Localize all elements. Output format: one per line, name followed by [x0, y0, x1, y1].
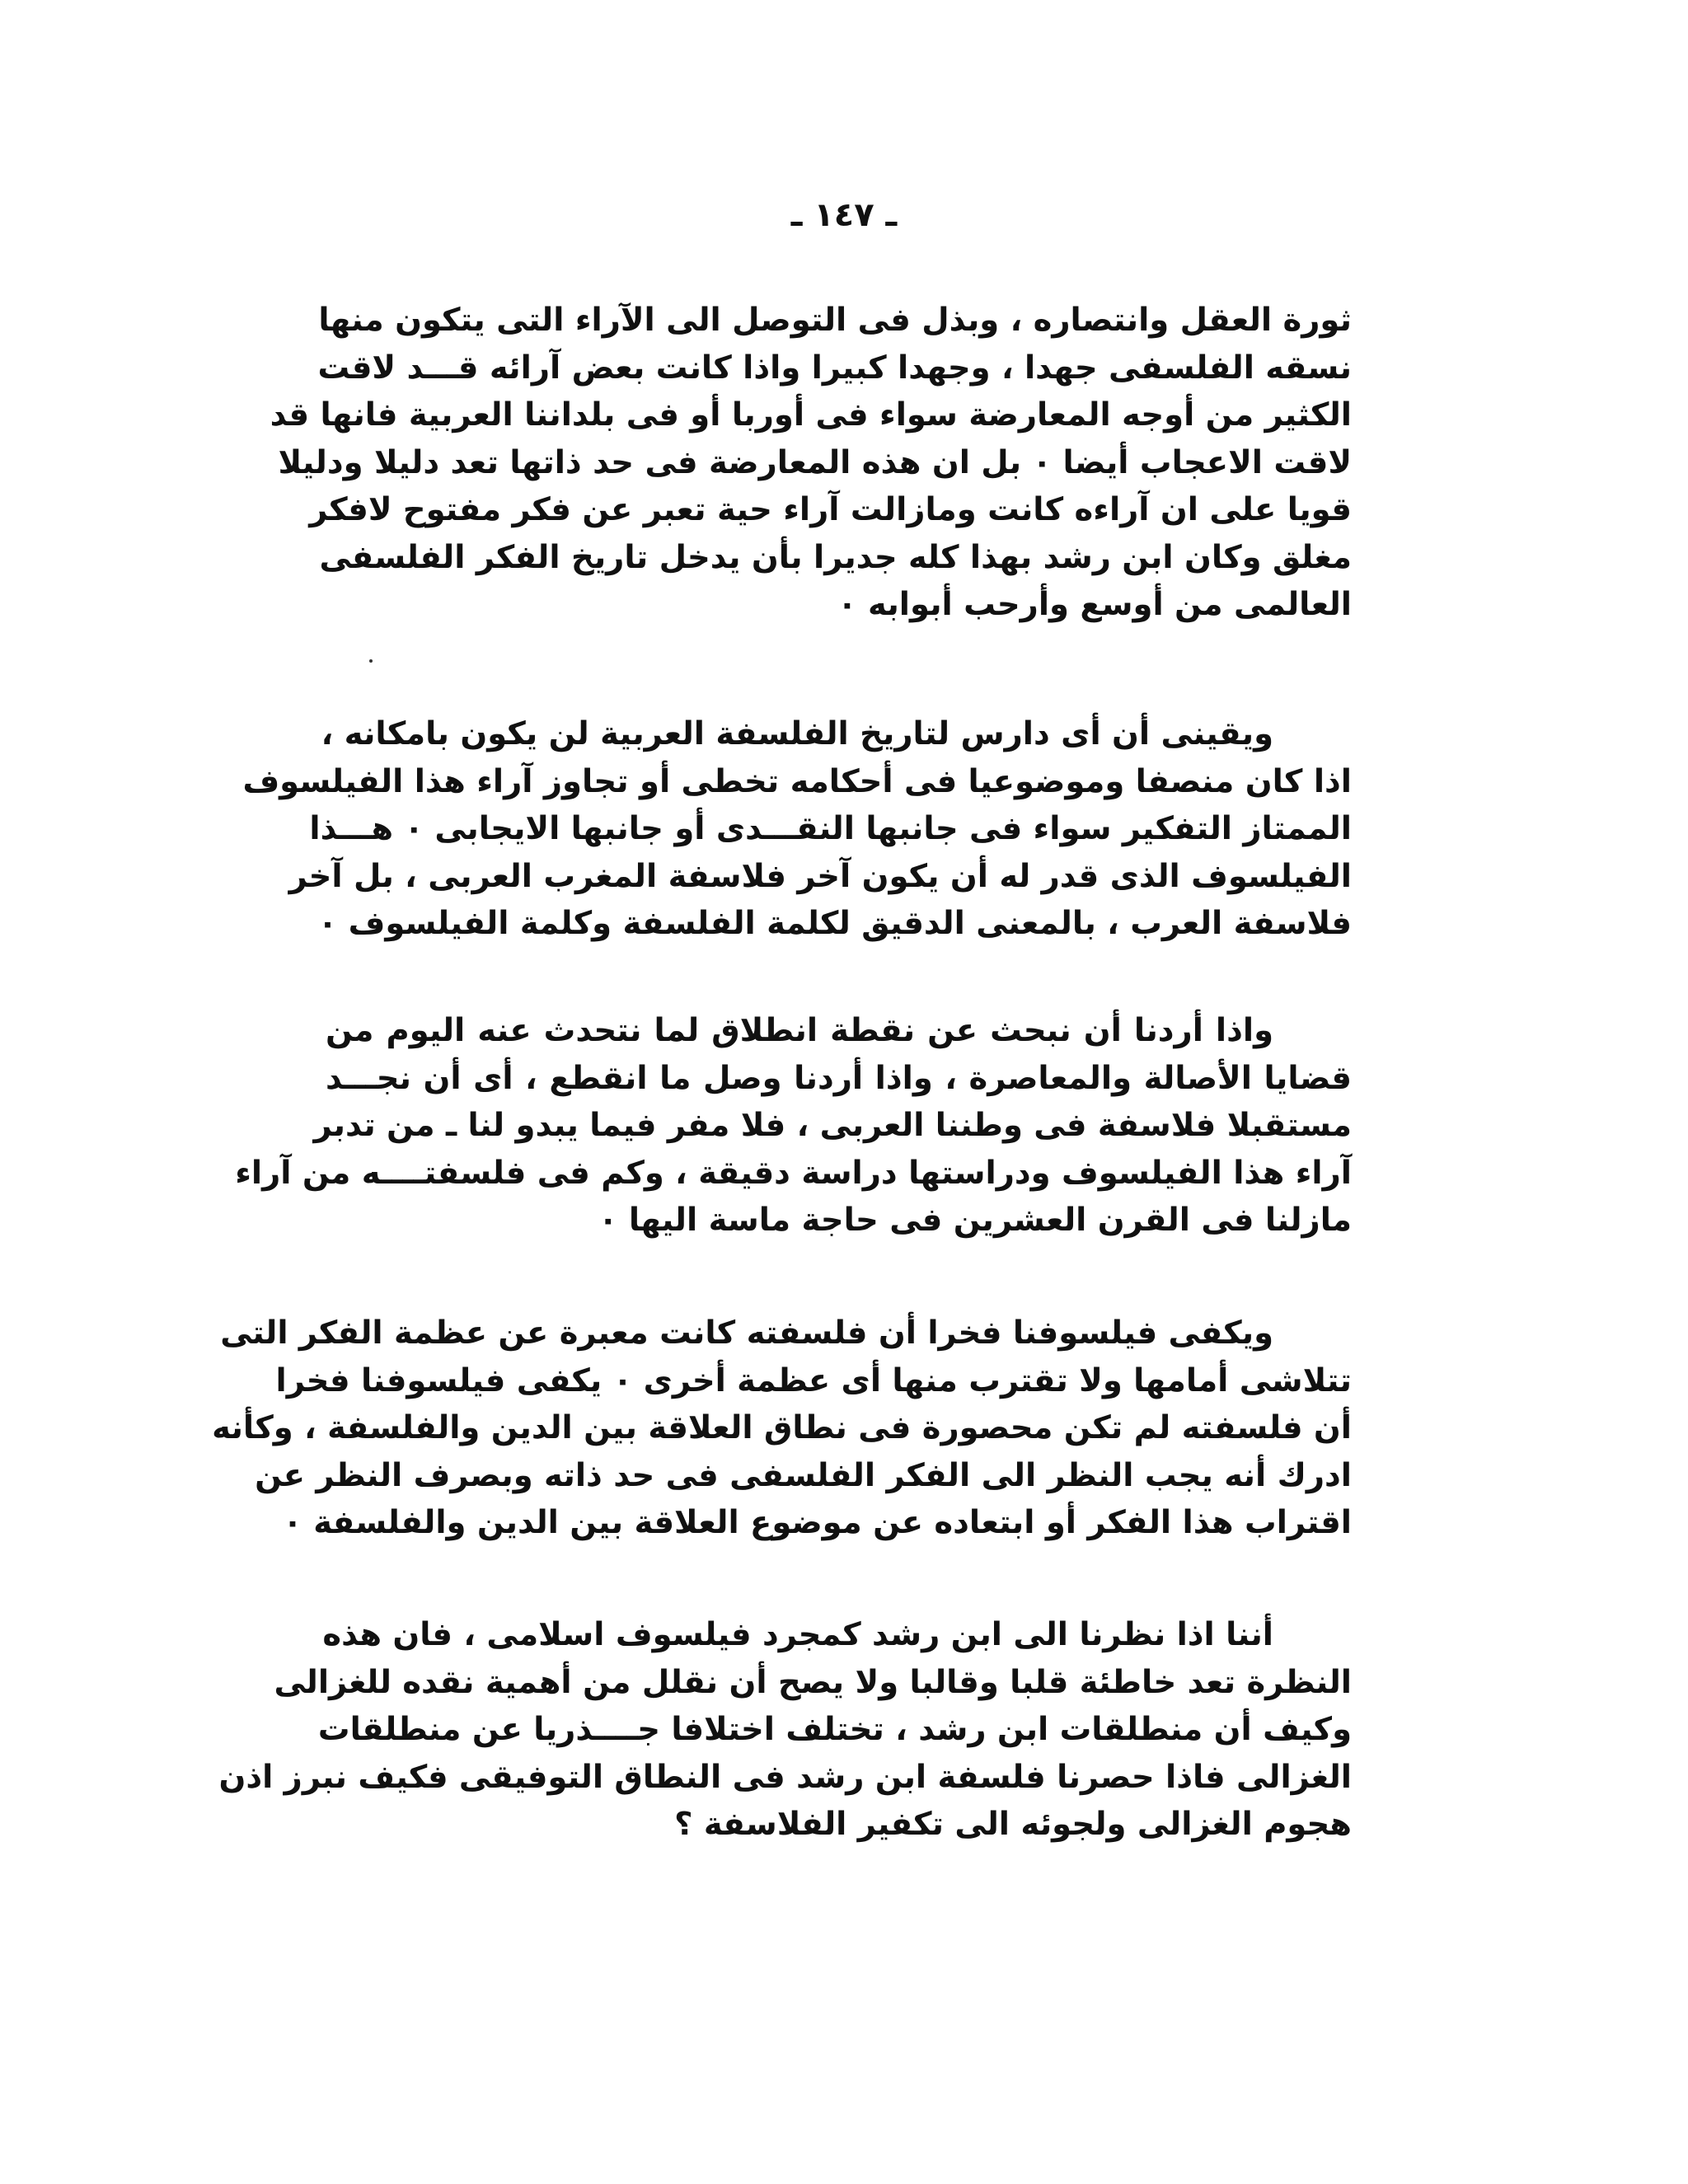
text-line: قويا على ان آراءه كانت ومازالت آراء حية تعبر عن فكر مفتوح لافكر [309, 491, 1352, 528]
paragraph-4 [212, 1310, 1352, 1547]
text-line: ويقينى أن أى دارس لتاريخ الفلسفة العربية لن يكون بامكانه ، [321, 715, 1273, 752]
text-line: وكيف أن منطلقات ابن رشد ، تختلف اختلافا جــــذريا عن منطلقات [317, 1711, 1352, 1748]
text-line: هجوم الغزالى ولجوئه الى تكفير الفلاسفة ؟ [674, 1806, 1352, 1843]
text-line: آراء هذا الفيلسوف ودراستها دراسة دقيقة ، وكم فى فلسفتــــه من آراء [235, 1154, 1352, 1192]
text-line: العالمى من أوسع وأرحب أبوابه ٠ [837, 586, 1352, 623]
text-line: تتلاشى أمامها ولا تقترب منها أى عظمة أخرى ٠ يكفى فيلسوفنا فخرا [275, 1361, 1352, 1399]
text-line: مغلق وكان ابن رشد بهذا كله جديرا بأن يدخل تاريخ الفكر الفلسفى [319, 538, 1352, 576]
text-line: نسقه الفلسفى جهدا ، وجهدا كبيرا واذا كانت بعض آرائه قـــد لاقت [317, 349, 1352, 387]
text-line: مازلنا فى القرن العشرين فى حاجة ماسة اليها ٠ [598, 1202, 1352, 1239]
text-line: فلاسفة العرب ، بالمعنى الدقيق لكلمة الفلسفة وكلمة الفيلسوف ٠ [317, 905, 1352, 942]
text-line: اذا كان منصفا وموضوعيا فى أحكامه تخطى أو تجاوز آراء هذا الفيلسوف [242, 762, 1352, 800]
text-line: أننا اذا نظرنا الى ابن رشد كمجرد فيلسوف اسلامى ، فان هذه [322, 1616, 1273, 1653]
text-line: الفيلسوف الذى قدر له أن يكون آخر فلاسفة المغرب العربى ، بل آخر [288, 857, 1352, 895]
text-line: واذا أردنا أن نبحث عن نقطة انطلاق لما نتحدث عنه اليوم من [326, 1012, 1273, 1049]
text-line: مستقبلا فلاسفة فى وطننا العربى ، فلا مفر فيما يبدو لنا ـ من تدبر [313, 1107, 1352, 1144]
paragraph-1 [270, 297, 1352, 629]
text-line: ويكفى فيلسوفنا فخرا أن فلسفته كانت معبرة عن عظمة الفكر التى [220, 1315, 1273, 1352]
text-line: اقتراب هذا الفكر أو ابتعاده عن موضوع العلاقة بين الدين والفلسفة ٠ [283, 1504, 1352, 1541]
page-number: ـ ١٤٧ ـ [790, 196, 898, 234]
text-line: الغزالى فاذا حصرنا فلسفة ابن رشد فى النطاق التوفيقى فكيف نبرز اذن [218, 1758, 1352, 1796]
text-line: ادرك أنه يجب النظر الى الفكر الفلسفى فى حد ذاته وبصرف النظر عن [255, 1456, 1352, 1494]
paragraph-3 [235, 1007, 1352, 1244]
paragraph-5 [218, 1611, 1352, 1849]
text-line: الكثير من أوجه المعارضة سواء فى أوربا أو فى بلداننا العربية فانها قد [270, 396, 1352, 434]
text-line: ثورة العقل وانتصاره ، وبذل فى التوصل الى الآراء التى يتكون منها [318, 302, 1352, 339]
text-line: النظرة تعد خاطئة قلبا وقالبا ولا يصح أن نقلل من أهمية نقده للغزالى [274, 1663, 1352, 1701]
paragraph-2 [242, 710, 1352, 948]
text-line: لاقت الاعجاب أيضا ٠ بل ان هذه المعارضة فى حد ذاتها تعد دليلا ودليلا [278, 443, 1352, 481]
text-line: أن فلسفته لم تكن محصورة فى نطاق العلاقة بين الدين والفلسفة ، وكأنه [212, 1409, 1352, 1446]
text-line: قضايا الأصالة والمعاصرة ، واذا أردنا وصل ما انقطع ، أى أن نجـــد [326, 1059, 1352, 1097]
text-line: الممتاز التفكير سواء فى جانبها النقـــدى أو جانبها الايجابى ٠ هـــذا [309, 810, 1352, 847]
scan-speck [369, 659, 373, 663]
